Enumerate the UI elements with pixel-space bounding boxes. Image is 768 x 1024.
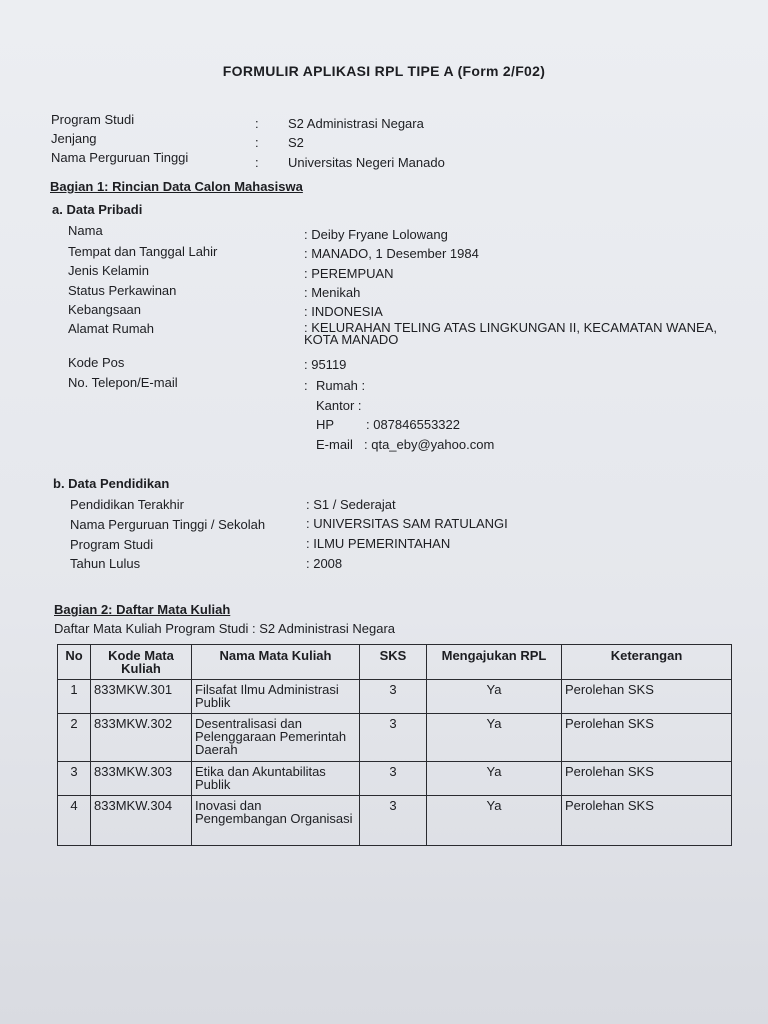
nama-sekolah-label: Nama Perguruan Tinggi / Sekolah [70, 517, 266, 532]
cell-nama: Desentralisasi dan Pelenggaraan Pemerintah Daerah [192, 714, 360, 762]
table-row [58, 796, 732, 846]
cell-no: 1 [58, 680, 91, 714]
program-studi-value: S2 Administrasi Negara [288, 116, 424, 131]
prodi-pendidikan-label: Program Studi [70, 537, 154, 552]
cell-sks: 3 [360, 714, 427, 762]
bagian1-heading: Bagian 1: Rincian Data Calon Mahasiswa [50, 179, 303, 194]
table-header-row [58, 645, 732, 680]
col-keterangan-header: Keterangan [562, 645, 732, 680]
col-no-header: No [58, 645, 91, 680]
tahun-lulus-label: Tahun Lulus [70, 556, 141, 571]
cell-rpl: Ya [427, 796, 562, 846]
cell-kode: 833MKW.303 [91, 762, 192, 796]
bagian2-heading: Bagian 2: Daftar Mata Kuliah [54, 602, 231, 617]
col-kode-header: Kode Mata Kuliah [91, 645, 192, 680]
jenis-kelamin-value: : PEREMPUAN [304, 266, 394, 281]
cell-keterangan: Perolehan SKS [562, 680, 732, 714]
nama-label: Nama [68, 223, 103, 238]
kantor-label: Kantor : [316, 398, 362, 413]
kebangsaan-label: Kebangsaan [68, 302, 142, 317]
pendidikan-terakhir-value: : S1 / Sederajat [306, 497, 396, 512]
cell-sks: 3 [360, 762, 427, 796]
cell-kode: 833MKW.302 [91, 714, 192, 762]
jenis-kelamin-label: Jenis Kelamin [68, 263, 149, 278]
status-perkawinan-value: : Menikah [304, 285, 361, 300]
status-perkawinan-label: Status Perkawinan [68, 283, 177, 298]
cell-sks: 3 [360, 796, 427, 846]
cell-no: 4 [58, 796, 91, 846]
program-studi-sep: : [255, 116, 259, 131]
kode-pos-label: Kode Pos [68, 355, 125, 370]
ttl-label: Tempat dan Tanggal Lahir [68, 244, 218, 259]
prodi-pendidikan-value: : ILMU PEMERINTAHAN [306, 536, 451, 551]
kode-pos-value: : 95119 [304, 357, 347, 372]
tahun-lulus-value: : 2008 [306, 556, 343, 571]
cell-kode: 833MKW.304 [91, 796, 192, 846]
cell-sks: 3 [360, 680, 427, 714]
col-sks-header: SKS [360, 645, 427, 680]
kebangsaan-value: : INDONESIA [304, 304, 383, 319]
cell-nama: Filsafat Ilmu Administrasi Publik [192, 680, 360, 714]
pendidikan-terakhir-label: Pendidikan Terakhir [70, 497, 184, 512]
perguruan-tinggi-label: Nama Perguruan Tinggi [51, 150, 189, 165]
data-pendidikan-heading: b. Data Pendidikan [53, 476, 170, 491]
email-value: : qta_eby@yahoo.com [364, 437, 495, 452]
hp-value: : 087846553322 [366, 417, 460, 432]
nama-value: : Deiby Fryane Lolowang [304, 227, 448, 242]
email-label: E-mail [316, 437, 353, 452]
data-pribadi-heading: a. Data Pribadi [52, 202, 143, 217]
daftar-subtitle: Daftar Mata Kuliah Program Studi : S2 Administrasi Negara [54, 621, 396, 636]
cell-nama: Inovasi dan Pengembangan Organisasi [192, 796, 360, 846]
col-nama-header: Nama Mata Kuliah [192, 645, 360, 680]
cell-keterangan: Perolehan SKS [562, 796, 732, 846]
cell-rpl: Ya [427, 714, 562, 762]
jenjang-value: S2 [288, 135, 304, 150]
cell-keterangan: Perolehan SKS [562, 714, 732, 762]
cell-rpl: Ya [427, 762, 562, 796]
telepon-sep: : [304, 378, 308, 393]
jenjang-sep: : [255, 135, 259, 150]
form-title: FORMULIR APLIKASI RPL TIPE A (Form 2/F02) [222, 63, 546, 79]
cell-no: 3 [58, 762, 91, 796]
cell-keterangan: Perolehan SKS [562, 762, 732, 796]
rumah-label: Rumah : [316, 378, 366, 393]
alamat-label: Alamat Rumah [68, 321, 154, 336]
perguruan-tinggi-sep: : [255, 155, 259, 170]
nama-sekolah-value: : UNIVERSITAS SAM RATULANGI [306, 516, 508, 531]
table-row [58, 680, 732, 714]
telepon-label: No. Telepon/E-mail [68, 375, 178, 390]
alamat-value: : KELURAHAN TELING ATAS LINGKUNGAN II, KECAMATAN WANEA, KOTA MANADO [304, 320, 717, 347]
ttl-value: : MANADO, 1 Desember 1984 [304, 246, 479, 261]
table-row [58, 762, 732, 796]
table-row [58, 714, 732, 762]
cell-kode: 833MKW.301 [91, 680, 192, 714]
courses-table [57, 644, 732, 846]
jenjang-label: Jenjang [51, 131, 97, 146]
perguruan-tinggi-value: Universitas Negeri Manado [288, 155, 445, 170]
cell-rpl: Ya [427, 680, 562, 714]
program-studi-label: Program Studi [51, 112, 135, 127]
cell-no: 2 [58, 714, 91, 762]
col-rpl-header: Mengajukan RPL [427, 645, 562, 680]
cell-nama: Etika dan Akuntabilitas Publik [192, 762, 360, 796]
hp-label: HP [316, 417, 335, 432]
